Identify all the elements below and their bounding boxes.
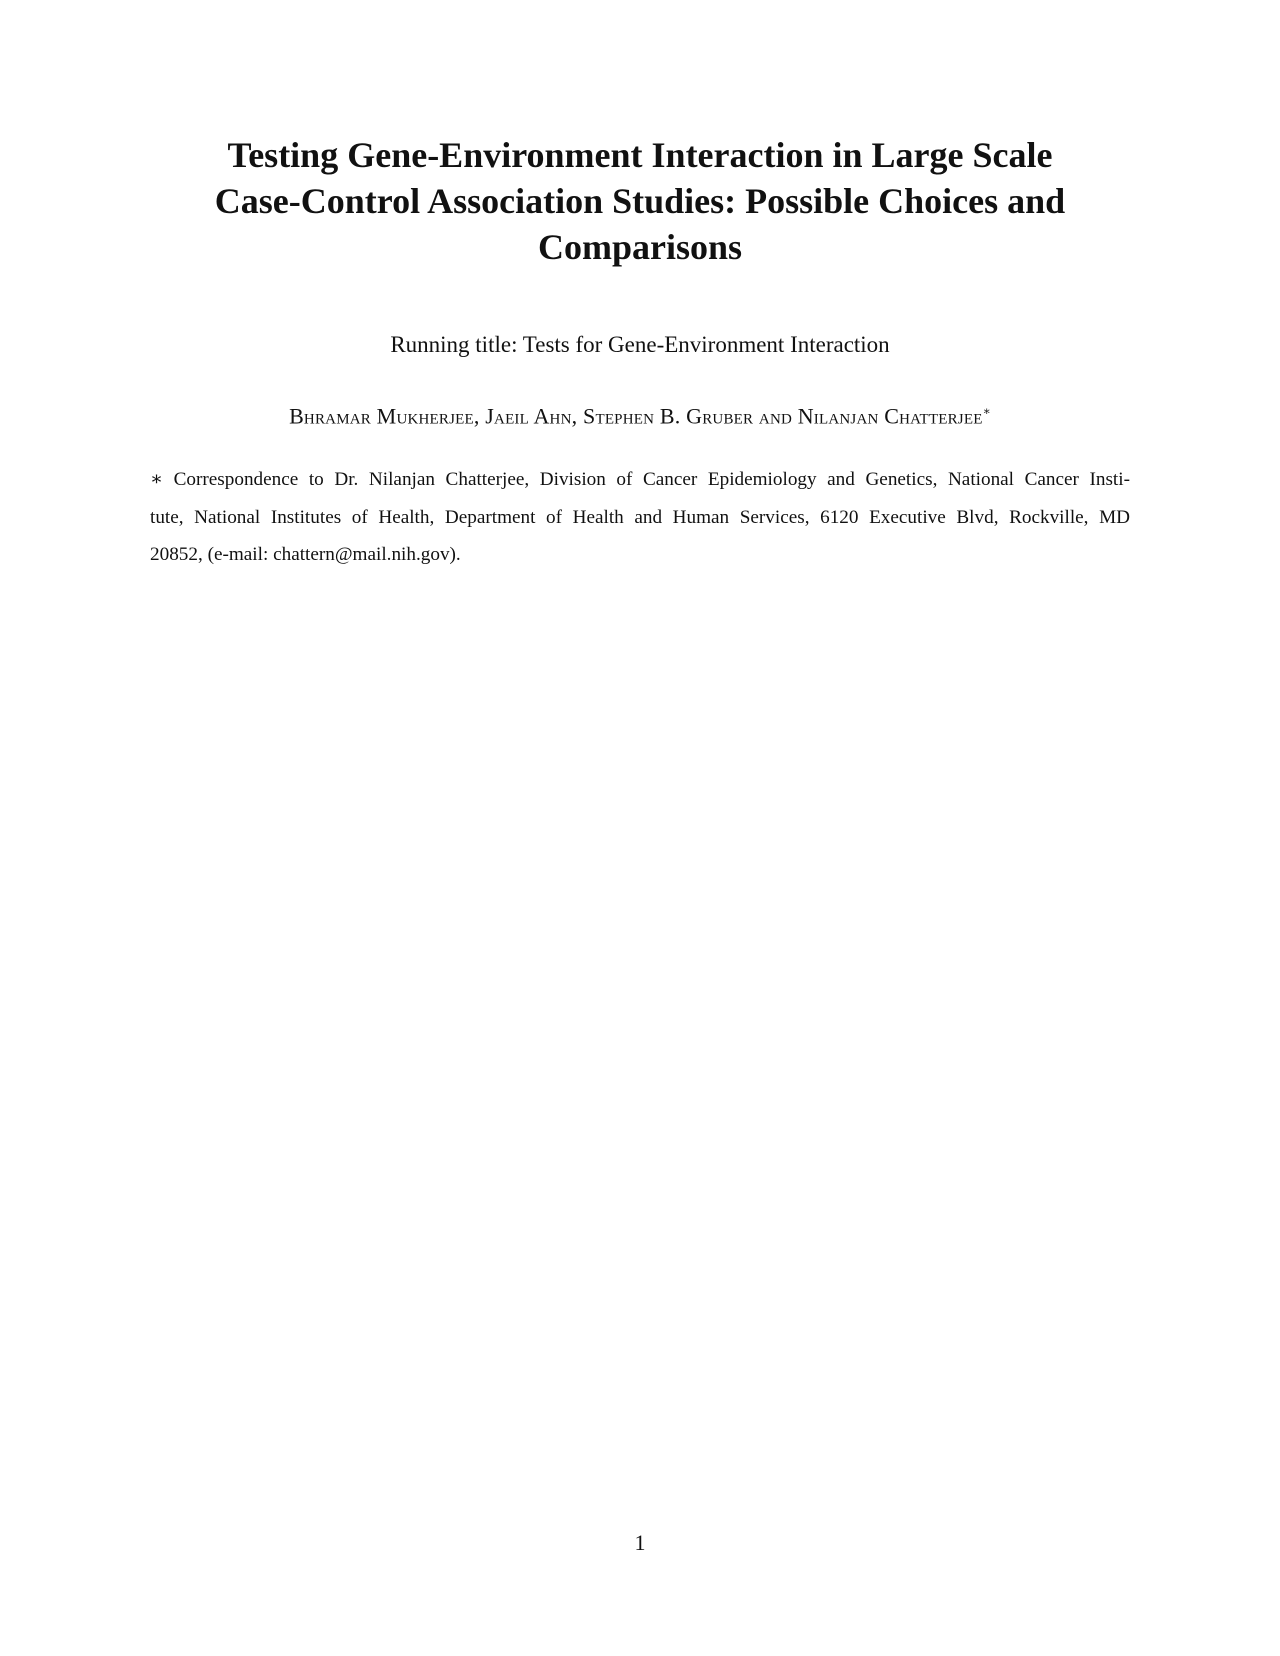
correspondence-line-1: ∗ Correspondence to Dr. Nilanjan Chatterjee, Division of Cancer Epidemiology and Genetics, National Cancer Insti- bbox=[150, 469, 1130, 490]
correspondence-note bbox=[150, 461, 1130, 574]
page-number: 1 bbox=[634, 1530, 646, 1555]
author-list bbox=[150, 396, 1130, 431]
corresponding-author-mark: ∗ bbox=[982, 404, 991, 418]
title-line-3: Comparisons bbox=[537, 227, 743, 267]
title-line-2: Case-Control Association Studies: Possible Choices and bbox=[214, 181, 1066, 221]
paper-title bbox=[150, 132, 1130, 270]
running-title: Running title: Tests for Gene-Environment Interaction bbox=[390, 332, 890, 357]
correspondence-line-2: tute, National Institutes of Health, Department of Health and Human Services, 6120 Executive Blvd, Rockville, MD bbox=[150, 506, 1130, 528]
author-names: Bhramar Mukherjee, Jaeil Ahn, Stephen B. Gruber and Nilanjan Chatterjee bbox=[289, 403, 983, 429]
title-line-1: Testing Gene-Environment Interaction in Large Scale bbox=[227, 135, 1053, 175]
correspondence-line-3: 20852, (e-mail: chattern@mail.nih.gov). bbox=[150, 544, 461, 565]
